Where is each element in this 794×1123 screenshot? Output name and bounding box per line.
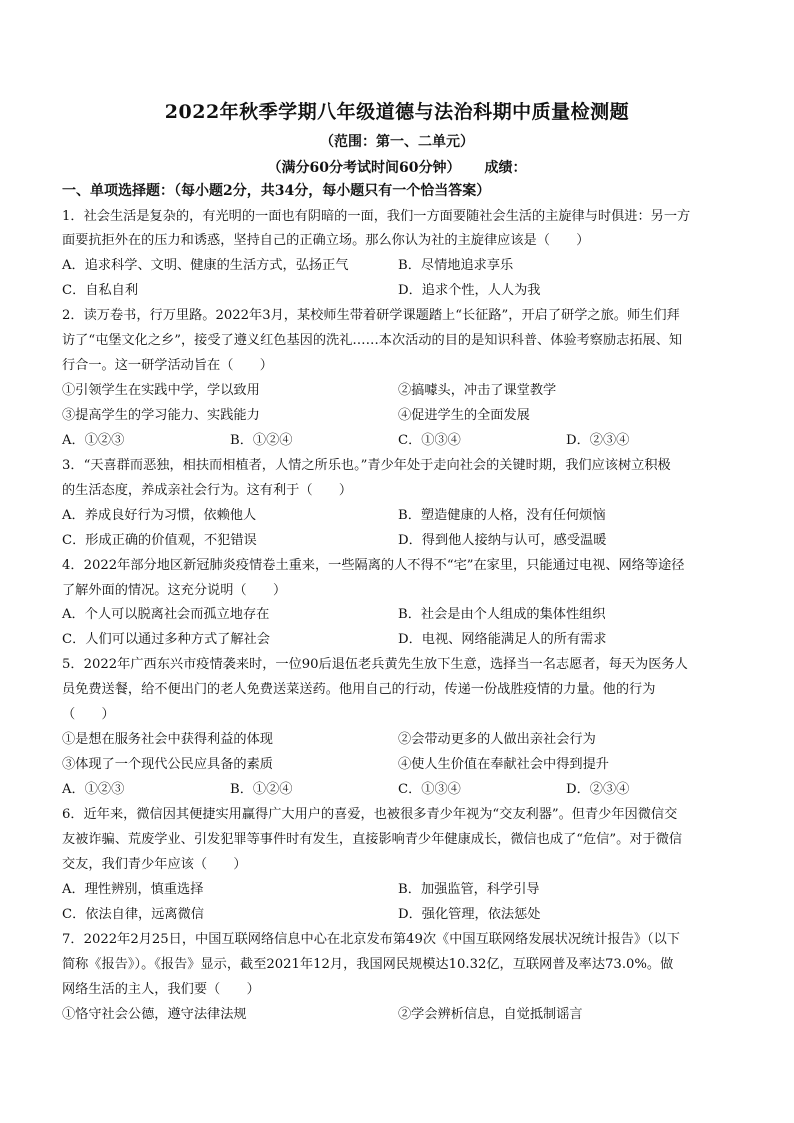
question-3-option-c: C．形成正确的价值观，不犯错误 (62, 533, 257, 548)
question-4-option-a: A．个人可以脱离社会而孤立地存在 (62, 607, 270, 622)
score-label: 成绩： (484, 160, 527, 176)
question-4-option-c: C．人们可以通过多种方式了解社会 (62, 632, 270, 647)
question-7-line-1: 7．2022年2月25日，中国互联网络信息中心在北京发布第49次《中国互联网络发展状况统计报告》（以下 (62, 932, 680, 947)
question-5-option-b: B．①②④ (230, 782, 293, 797)
question-3-line-1: 3．“天喜群而恶独，相扶而相植者，人情之所乐也。”青少年处于走向社会的关键时期，我们应该树立积极 (62, 458, 671, 473)
question-7-statement-1: ①恪守社会公德，遵守法律法规 (62, 1007, 247, 1022)
question-1-option-a: A．追求科学、文明、健康的生活方式，弘扬正气 (62, 258, 349, 273)
question-6-line-3: 交友，我们青少年应该（ ） (62, 857, 247, 872)
question-5-option-a: A．①②③ (62, 782, 125, 797)
question-5-line-3: （ ） (62, 707, 115, 722)
question-2-line-2: 访了“屯堡文化之乡”，接受了遵义红色基因的洗礼……本次活动的目的是知识科普、体验考察励志拓展、知 (62, 333, 683, 348)
question-2-statement-3: ③提高学生的学习能力、实践能力 (62, 408, 260, 423)
question-6-option-b: B．加强监管，科学引导 (398, 882, 540, 897)
exam-scope: （范围：第一、二单元） (320, 134, 474, 150)
question-5-statement-3: ③体现了一个现代公民应具备的素质 (62, 757, 273, 772)
question-1-option-d: D．追求个性，人人为我 (398, 283, 541, 298)
question-2-option-b: B．①②④ (230, 433, 293, 448)
question-2-line-3: 行合一。这一研学活动旨在（ ） (62, 358, 273, 373)
question-4-option-b: B．社会是由个人组成的集体性组织 (398, 607, 606, 622)
question-5-statement-1: ①是想在服务社会中获得利益的体现 (62, 732, 273, 747)
exam-info (0, 157, 794, 177)
question-1-line-1: 1．社会生活是复杂的，有光明的一面也有阴暗的一面，我们一方面要随社会生活的主旋律与时俱进：另一方 (62, 209, 691, 224)
question-6-option-d: D．强化管理，依法惩处 (398, 907, 541, 922)
question-2-statement-4: ④促进学生的全面发展 (398, 408, 530, 423)
question-5-option-c: C．①③④ (398, 782, 461, 797)
question-3-line-2: 的生活态度，养成亲社会行为。这有利于（ ） (62, 483, 353, 498)
question-7-line-2: 简称《报告》）。《报告》显示，截至2021年12月，我国网民规模达10.32亿，互联网普及率达73.0%。做 (62, 957, 674, 972)
question-6-line-2: 友被诈骗、荒废学业、引发犯罪等事件时有发生，直接影响青少年健康成长，微信也成了“危信”。对于微信 (62, 832, 683, 847)
question-5-statement-2: ②会带动更多的人做出亲社会行为 (398, 732, 596, 747)
question-6-option-a: A．理性辨别，慎重选择 (62, 882, 204, 897)
question-5-statement-4: ④使人生价值在奉献社会中得到提升 (398, 757, 609, 772)
question-4-line-1: 4．2022年部分地区新冠肺炎疫情卷土重来，一些隔离的人不得不“宅”在家里，只能通过电视、网络等途径 (62, 558, 685, 573)
question-5-line-1: 5．2022年广西东兴市疫情袭来时，一位90后退伍老兵黄先生放下生意，选择当一名志愿者，每天为医务人 (62, 657, 688, 672)
question-2-line-1: 2．读万卷书，行万里路。2022年3月，某校师生带着研学课题踏上“长征路”，开启了研学之旅。师生们拜 (62, 308, 680, 323)
question-5-line-2: 员免费送餐，给不便出门的老人免费送菜送药。他用自己的行动，传递一份战胜疫情的力量。他的行为 (62, 682, 656, 697)
question-3-option-b: B．塑造健康的人格，没有任何烦恼 (398, 508, 606, 523)
question-1-option-b: B．尽情地追求享乐 (398, 258, 514, 273)
question-7-line-3: 网络生活的主人，我们要（ ） (62, 982, 260, 997)
question-4-option-d: D．电视、网络能满足人的所有需求 (398, 632, 607, 647)
question-1-option-c: C．自私自利 (62, 283, 139, 298)
question-3-option-d: D．得到他人接纳与认可，感受温暖 (398, 533, 607, 548)
question-2-option-a: A．①②③ (62, 433, 125, 448)
question-2-option-d: D．②③④ (566, 433, 630, 448)
question-1-line-2: 面要抗拒外在的压力和诱惑，坚持自己的正确立场。那么你认为社的主旋律应该是（ ） (62, 233, 590, 248)
question-7-statement-2: ②学会辨析信息，自觉抵制谣言 (398, 1007, 583, 1022)
page-title: 2022年秋季学期八年级道德与法治科期中质量检测题 (164, 101, 630, 123)
question-2-option-c: C．①③④ (398, 433, 461, 448)
question-4-line-2: 了解外面的情况。这充分说明（ ） (62, 583, 287, 598)
question-6-option-c: C．依法自律，远离微信 (62, 907, 204, 922)
question-3-option-a: A．养成良好行为习惯，依赖他人 (62, 508, 257, 523)
question-5-option-d: D．②③④ (566, 782, 630, 797)
question-2-statement-2: ②搞噱头，冲击了课堂教学 (398, 383, 557, 398)
exam-time-info: （满分60分考试时间60分钟） (267, 160, 461, 176)
section-heading: 一、单项选择题：（每小题2分，共34分，每小题只有一个恰当答案） (62, 183, 491, 199)
question-6-line-1: 6．近年来，微信因其便捷实用赢得广大用户的喜爱，也被很多青少年视为“交友利器”。但青少年因微信交 (62, 807, 678, 822)
question-2-statement-1: ①引领学生在实践中学，学以致用 (62, 383, 260, 398)
